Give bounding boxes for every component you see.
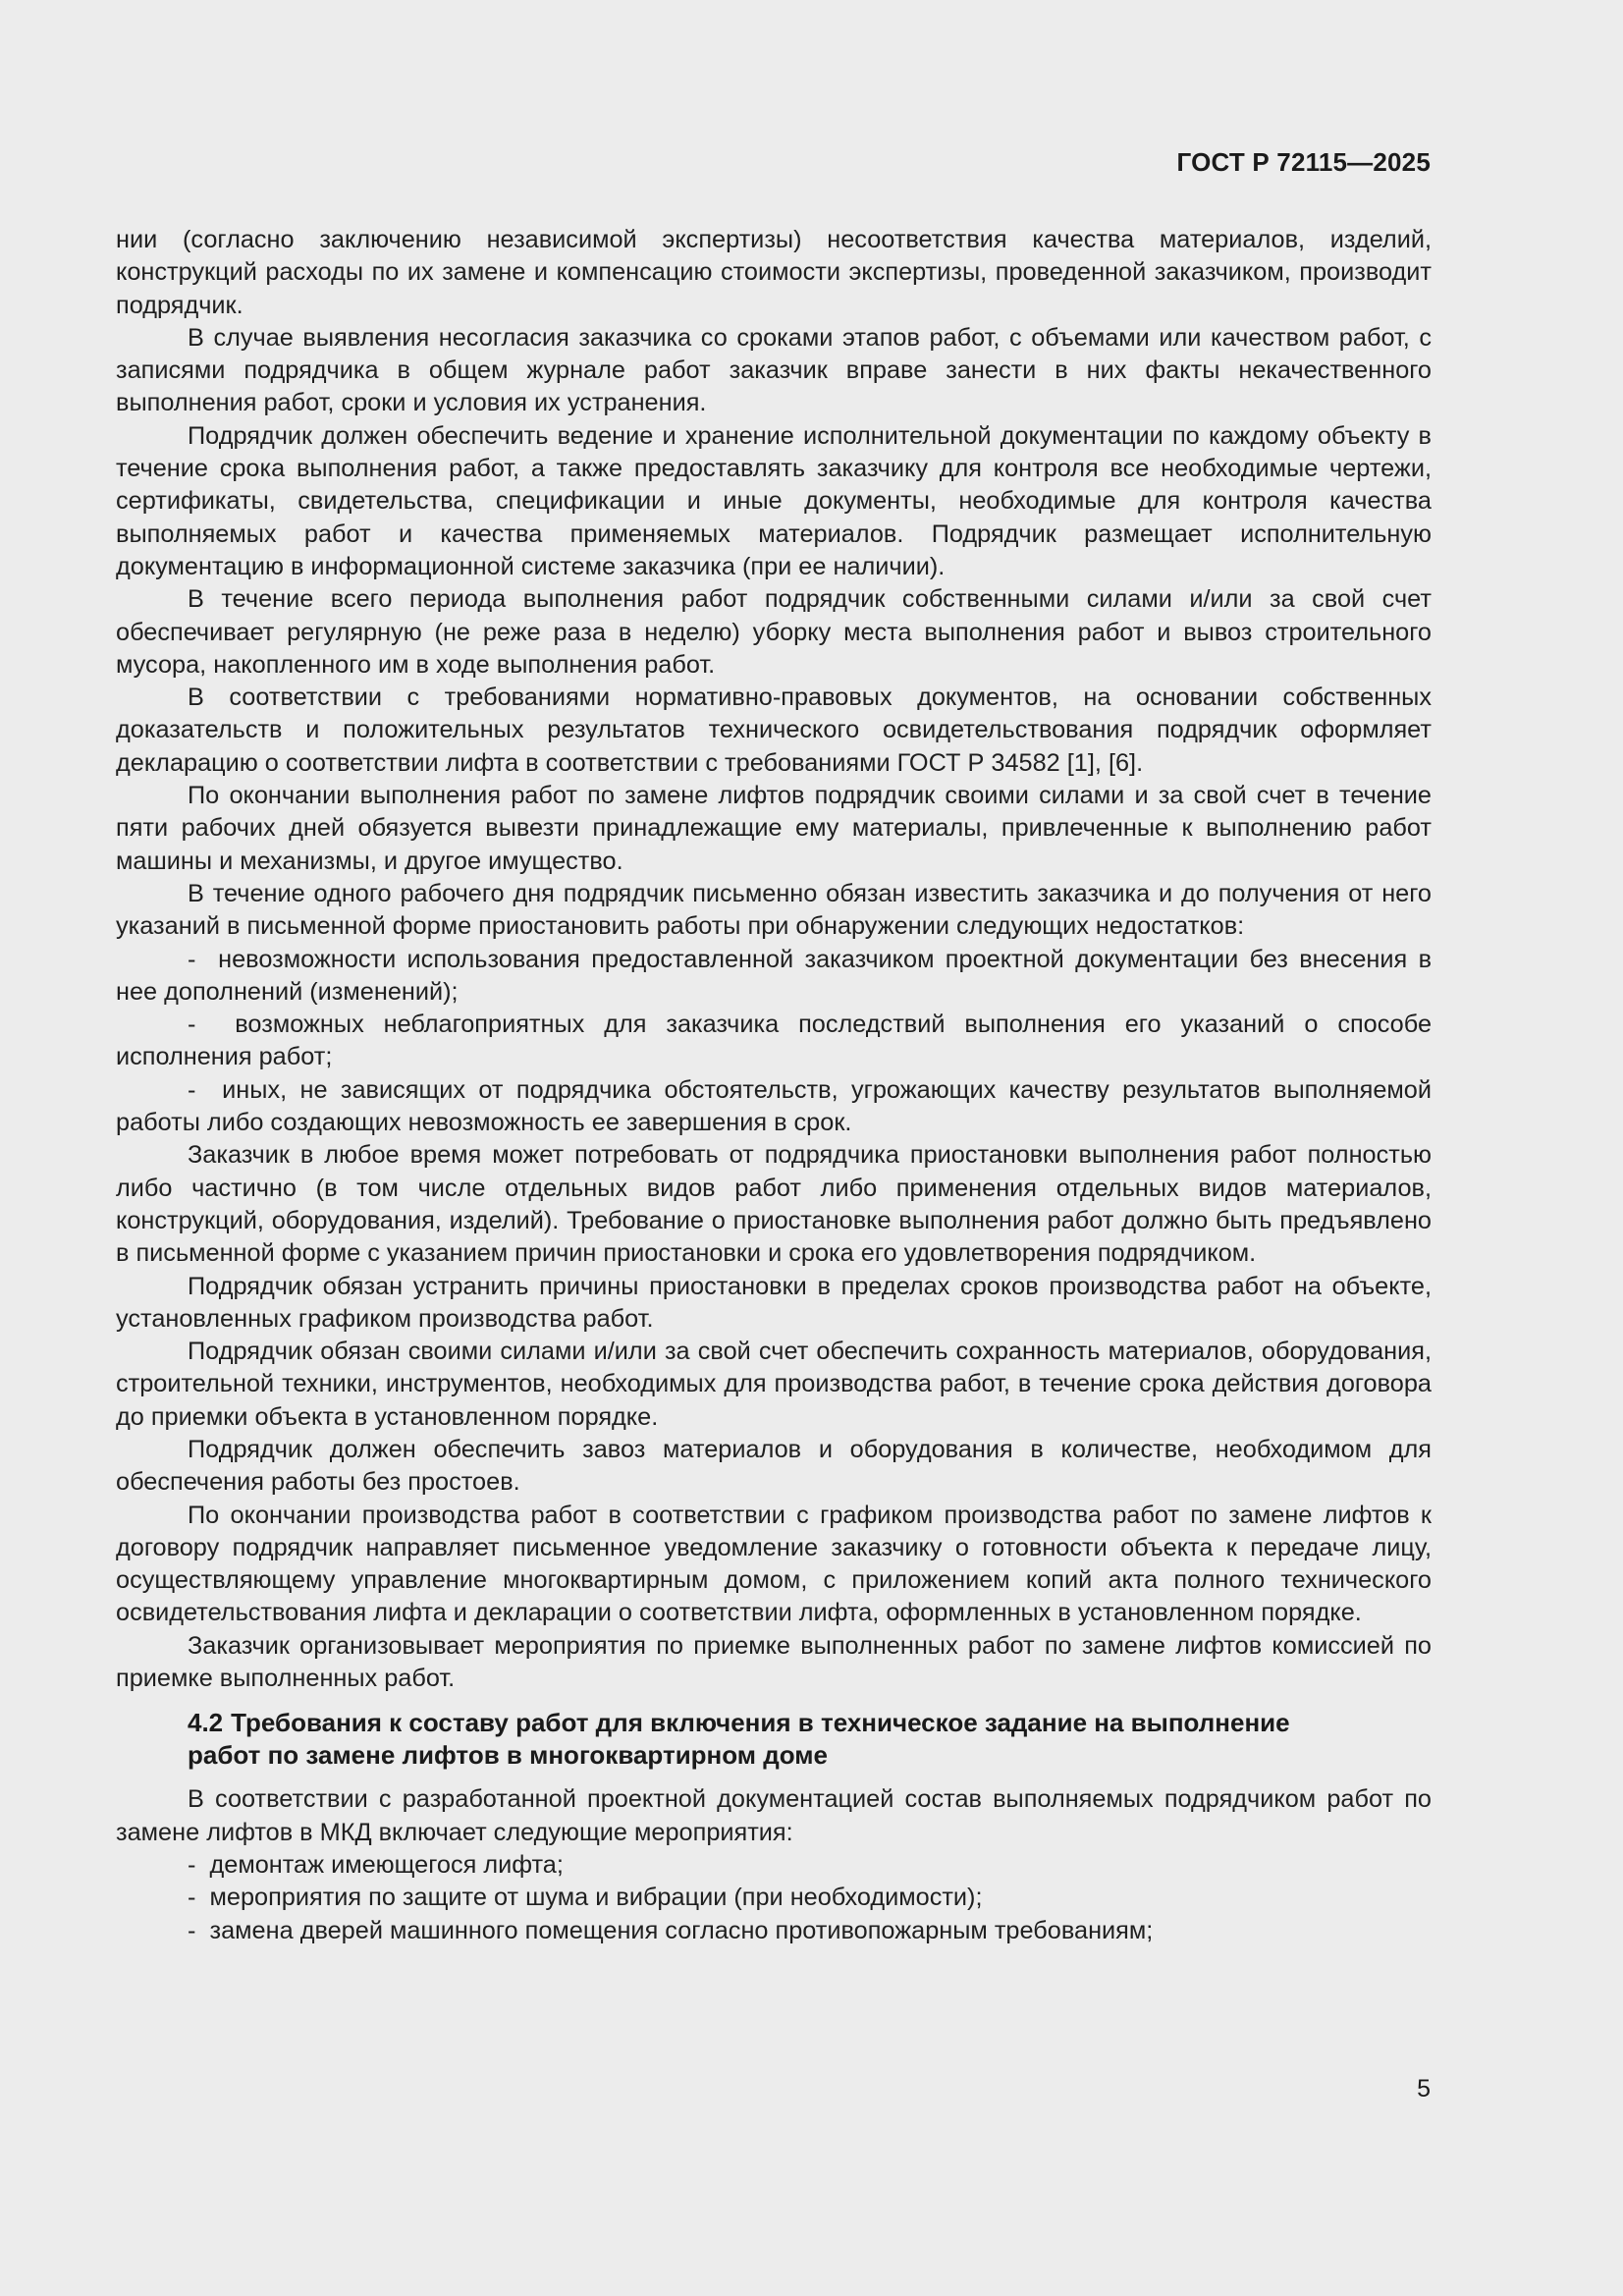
paragraph: В соответствии с разработанной проектной документацией состав выполняемых подрядчиком работ по замене лифтов в МКД включает следующие мероприятия: [116, 1785, 1432, 1846]
list-dash: - [188, 945, 196, 973]
section-title-line2: работ по замене лифтов в многоквартирном доме [188, 1740, 828, 1771]
page-number: 5 [1417, 2075, 1431, 2103]
standard-designation: ГОСТ Р 72115—2025 [1176, 147, 1431, 177]
list-dash: - [188, 1850, 196, 1879]
paragraph: В соответствии с требованиями нормативно-правовых документов, на основании собственных доказательств и положительных результатов технического освидетельствования подрядчик оформляет декларацию о соответствии лифта в соответствии с требованиями ГОСТ Р 34582 [1], [6]. [116, 683, 1432, 777]
document-body [116, 224, 1432, 1947]
paragraph: Подрядчик обязан своими силами и/или за свой счет обеспечить сохранность материалов, оборудования, строительной техники, инструментов, необходимых для производства работ, в течение срока действия договора до приемки объекта в установленном порядке. [116, 1338, 1432, 1431]
list-dash: - [188, 1075, 196, 1104]
paragraph: В течение всего периода выполнения работ подрядчик собственными силами и/или за свой счет обеспечивает регулярную (не реже раза в неделю) уборку места выполнения работ и вывоз строительного мусора, накопленного им в ходе выполнения работ. [116, 585, 1432, 679]
list-item-text: демонтаж имеющегося лифта; [209, 1850, 564, 1879]
list-item-text: иных, не зависящих от подрядчика обстоятельств, угрожающих качеству результатов выполняемой работы либо создающих невозможность ее завершения в срок. [116, 1075, 1432, 1137]
paragraph: Заказчик организовывает мероприятия по приемке выполненных работ по замене лифтов комиссией по приемке выполненных работ. [116, 1631, 1432, 1693]
paragraph: Подрядчик обязан устранить причины приостановки в пределах сроков производства работ на объекте, установленных графиком производства работ. [116, 1272, 1432, 1333]
list-item [116, 944, 1432, 1010]
paragraph: По окончании выполнения работ по замене лифтов подрядчик своими силами и за свой счет в течение пяти рабочих дней обязуется вывезти принадлежащие ему материалы, привлеченные к выполнению работ машины и механизмы, и другое имущество. [116, 782, 1432, 875]
list-item [116, 1915, 1432, 1947]
list-item [116, 1074, 1432, 1140]
list-item [116, 1849, 1432, 1882]
list-item-text: замена дверей машинного помещения согласно противопожарным требованиям; [209, 1916, 1154, 1944]
list-item-text: возможных неблагоприятных для заказчика последствий выполнения его указаний о способе исполнения работ; [116, 1011, 1433, 1071]
list-dash: - [188, 1011, 196, 1039]
list-item-text: мероприятия по защите от шума и вибрации (при необходимости); [209, 1884, 983, 1912]
paragraph: Подрядчик должен обеспечить ведение и хранение исполнительной документации по каждому объекту в течение срока выполнения работ, а также предоставлять заказчику для контроля все необходимые чертежи, сертификаты, свидетельства, спецификации и иные документы, необходимые для контроля качества выполняемых работ и качества применяемых материалов. Подрядчик размещает исполнительную документацию в информационной системе заказчика (при ее наличии). [116, 421, 1432, 580]
paragraph: По окончании производства работ в соответствии с графиком производства работ по замене лифтов к договору подрядчик направляет письменное уведомление заказчику о готовности объекта к передаче лицу, осуществляющему управление многоквартирным домом, с приложением копий акта полного технического освидетельствования лифта и декларации о соответствии лифта, оформленных в установленном порядке. [116, 1501, 1432, 1627]
paragraph: Заказчик в любое время может потребовать от подрядчика приостановки выполнения работ полностью либо частично (в том числе отдельных видов работ либо применения отдельных видов материалов, конструкций, оборудования, изделий). Требование о приостановке выполнения работ должно быть предъявлено в письменной форме с указанием причин приостановки и срока его удовлетворения подрядчиком. [116, 1141, 1432, 1268]
list-item-text: невозможности использования предоставленной заказчиком проектной документации без внесения в нее дополнений (изменений); [116, 945, 1433, 1006]
paragraph: В течение одного рабочего дня подрядчик письменно обязан известить заказчика и до получения от него указаний в письменной форме приостановить работы при обнаружении следующих недостатков: [116, 879, 1432, 941]
paragraph: нии (согласно заключению независимой экспертизы) несоответствия качества материалов, изделий, конструкций расходы по их замене и компенсацию стоимости экспертизы, проведенной заказчиком, производит подрядчик. [116, 226, 1432, 319]
list-dash: - [188, 1916, 196, 1944]
section-heading [116, 1707, 1432, 1772]
list-item [116, 1882, 1432, 1914]
list-item [116, 1009, 1432, 1074]
section-title-line1: Требования к составу работ для включения в техническое задание на выполнение [231, 1708, 1290, 1738]
paragraph: В случае выявления несогласия заказчика со сроками этапов работ, с объемами или качеством работ, с записями подрядчика в общем журнале работ заказчик вправе занести в них факты некачественного выполнения работ, сроки и условия их устранения. [116, 323, 1432, 417]
section-heading-line [188, 1707, 1432, 1739]
section-number: 4.2 [188, 1708, 224, 1738]
list-dash: - [188, 1884, 196, 1912]
paragraph: Подрядчик должен обеспечить завоз материалов и оборудования в количестве, необходимом для обеспечения работы без простоев. [116, 1435, 1432, 1497]
